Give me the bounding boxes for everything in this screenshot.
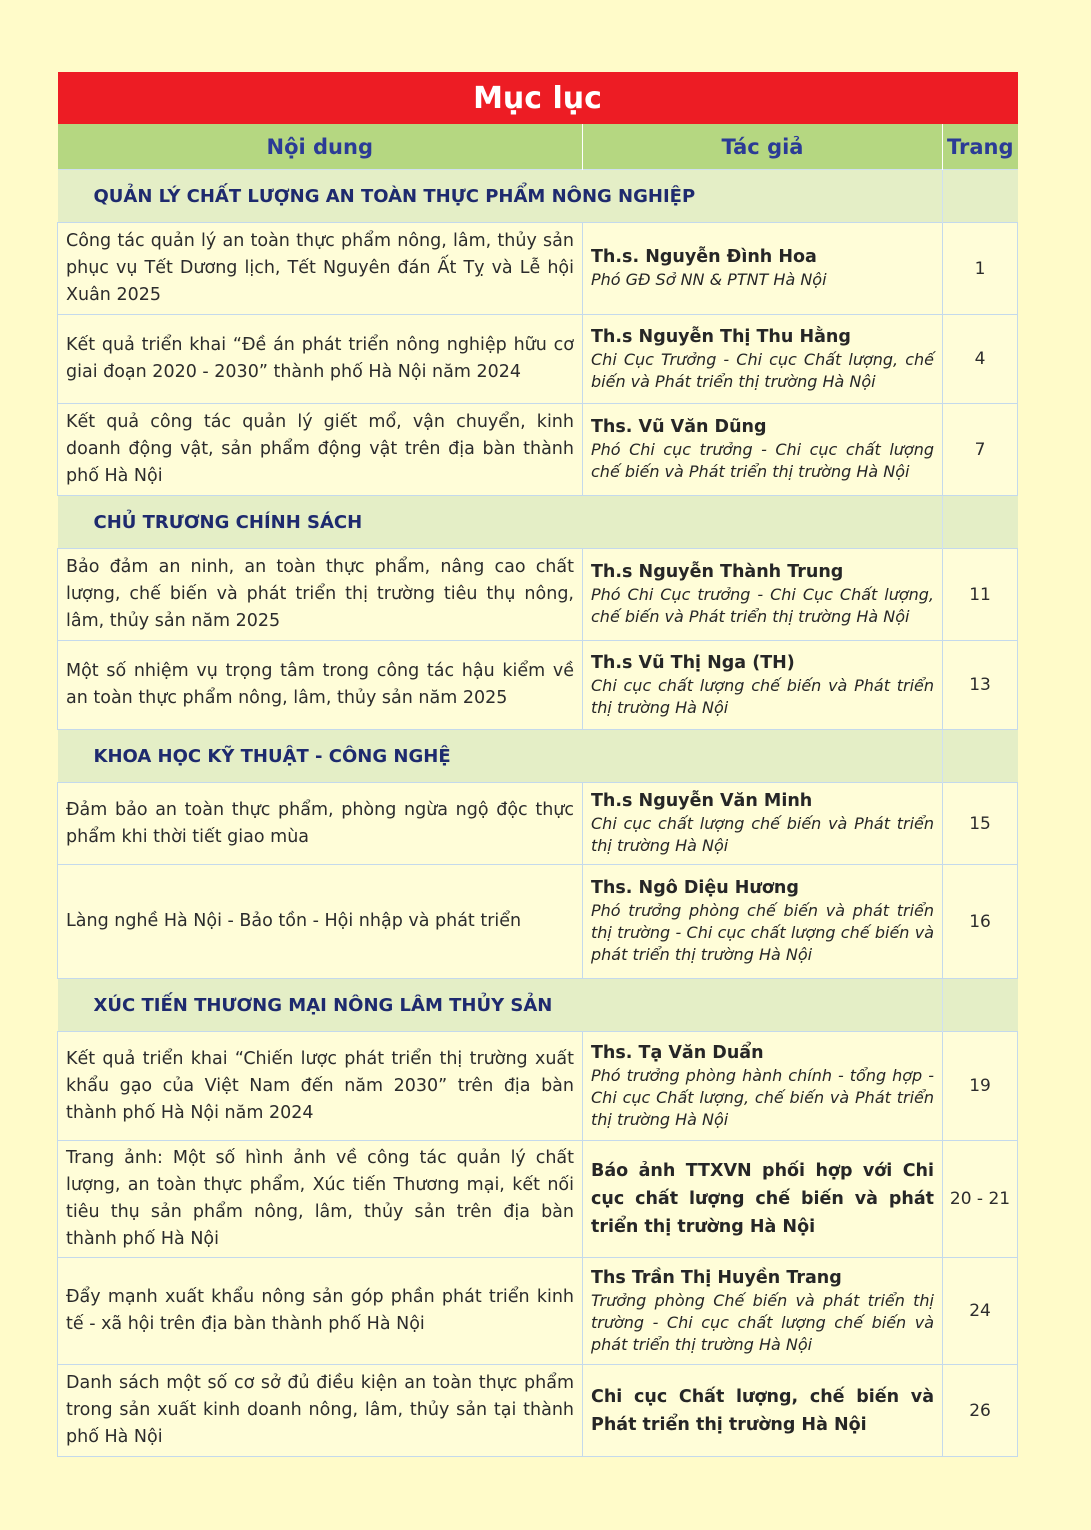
entry-page-number: 19: [943, 1032, 1018, 1141]
entry-title: Công tác quản lý an toàn thực phẩm nông, lâm, thủy sản phục vụ Tết Dương lịch, Tết Nguyên đán Ất Tỵ và Lễ hội Xuân 2025: [58, 223, 583, 315]
entry-page-number: 7: [943, 404, 1018, 496]
author-role: Phó GĐ Sở NN & PTNT Hà Nội: [591, 270, 827, 289]
author-role: Chi cục chất lượng chế biến và Phát triển thị trường Hà Nội: [591, 675, 934, 717]
toc-entry-row[interactable]: [58, 1032, 1018, 1141]
entry-author-cell: [583, 865, 943, 979]
entry-page-number: 20 - 21: [943, 1141, 1018, 1258]
column-header-page: Trang: [943, 124, 1018, 170]
author-name: Ths. Tạ Văn Duẩn: [591, 1042, 764, 1063]
entry-author-cell: [583, 783, 943, 865]
section-page-blank: [943, 979, 1018, 1032]
entry-author-cell: [583, 1032, 943, 1141]
table-of-contents: [57, 72, 1018, 1457]
entry-author-cell: [583, 549, 943, 641]
entry-title: Kết quả triển khai “Đề án phát triển nông nghiệp hữu cơ giai đoạn 2020 - 2030” thành phố Hà Nội năm 2024: [58, 315, 583, 404]
author-name: Th.s Nguyễn Thành Trung: [591, 562, 844, 582]
entry-page-number: 13: [943, 641, 1018, 730]
entry-author-cell: [583, 641, 943, 730]
entry-page-number: 4: [943, 315, 1018, 404]
author-role: Trưởng phòng Chế biến và phát triển thị trường - Chi cục chất lượng chế biến và phát triển thị trường Hà Nội: [591, 1290, 934, 1354]
entry-page-number: 11: [943, 549, 1018, 641]
section-page-blank: [943, 730, 1018, 783]
toc-entry-row[interactable]: [58, 223, 1018, 315]
toc-entry-row[interactable]: [58, 783, 1018, 865]
toc-entry-row[interactable]: [58, 404, 1018, 496]
entry-page-number: 26: [943, 1365, 1018, 1457]
author-role: Phó trưởng phòng hành chính - tổng hợp - Chi cục Chất lượng, chế biến và Phát triển thị trường Hà Nội: [591, 1065, 934, 1129]
author-name: Báo ảnh TTXVN phối hợp với Chi cục chất lượng chế biến và phát triển thị trường Hà Nội: [591, 1161, 934, 1237]
entry-title: Kết quả công tác quản lý giết mổ, vận chuyển, kinh doanh động vật, sản phẩm động vật trên địa bàn thành phố Hà Nội: [58, 404, 583, 496]
author-role: Chi Cục Trưởng - Chi cục Chất lượng, chế biến và Phát triển thị trường Hà Nội: [591, 349, 934, 391]
author-role: Phó Chi cục trưởng - Chi cục chất lượng chế biến và Phát triển thị trường Hà Nội: [591, 440, 934, 481]
author-name: Th.s Vũ Thị Nga (TH): [591, 652, 795, 673]
author-name: Ths. Ngô Diệu Hương: [591, 878, 799, 898]
author-name: Ths. Vũ Văn Dũng: [591, 417, 767, 437]
author-name: Th.s Nguyễn Thị Thu Hằng: [591, 326, 851, 347]
toc-entry-row[interactable]: [58, 549, 1018, 641]
author-name: Th.s Nguyễn Văn Minh: [591, 791, 813, 811]
toc-entry-row[interactable]: [58, 315, 1018, 404]
section-page-blank: [943, 496, 1018, 549]
author-role: Phó Chi Cục trưởng - Chi Cục Chất lượng, chế biến và Phát triển thị trường Hà Nội: [591, 585, 934, 626]
entry-page-number: 24: [943, 1258, 1018, 1365]
column-header-content: Nội dung: [58, 124, 583, 170]
entry-title: Bảo đảm an ninh, an toàn thực phẩm, nâng cao chất lượng, chế biến và phát triển thị trường tiêu thụ nông, lâm, thủy sản năm 2025: [58, 549, 583, 641]
section-row: [58, 730, 1018, 783]
section-row: [58, 170, 1018, 223]
entry-title: Trang ảnh: Một số hình ảnh về công tác quản lý chất lượng, an toàn thực phẩm, Xúc tiến Thương mại, kết nối tiêu thụ sản phẩm nông, lâm, thủy sản trên địa bàn thành phố Hà Nội: [58, 1141, 583, 1258]
toc-body: [58, 170, 1018, 1457]
author-name: Ths Trần Thị Huyền Trang: [591, 1267, 842, 1288]
entry-title: Danh sách một số cơ sở đủ điều kiện an toàn thực phẩm trong sản xuất kinh doanh nông, lâm, thủy sản tại thành phố Hà Nội: [58, 1365, 583, 1457]
entry-title: Làng nghề Hà Nội - Bảo tồn - Hội nhập và phát triển: [58, 865, 583, 979]
toc-entry-row[interactable]: [58, 865, 1018, 979]
entry-author-cell: [583, 1258, 943, 1365]
entry-author-cell: [583, 223, 943, 315]
entry-author-cell: [583, 1141, 943, 1258]
section-heading: QUẢN LÝ CHẤT LƯỢNG AN TOÀN THỰC PHẨM NÔNG NGHIỆP: [58, 170, 943, 223]
entry-page-number: 16: [943, 865, 1018, 979]
section-row: [58, 979, 1018, 1032]
section-heading: KHOA HỌC KỸ THUẬT - CÔNG NGHỆ: [58, 730, 943, 783]
entry-title: Đẩy mạnh xuất khẩu nông sản góp phần phát triển kinh tế - xã hội trên địa bàn thành phố Hà Nội: [58, 1258, 583, 1365]
page-title: Mục lục: [58, 72, 1018, 124]
section-heading: XÚC TIẾN THƯƠNG MẠI NÔNG LÂM THỦY SẢN: [58, 979, 943, 1032]
entry-author-cell: [583, 404, 943, 496]
author-name: Chi cục Chất lượng, chế biến và Phát triển thị trường Hà Nội: [591, 1386, 934, 1435]
entry-author-cell: [583, 315, 943, 404]
toc-entry-row[interactable]: [58, 1141, 1018, 1258]
column-header-author: Tác giả: [583, 124, 943, 170]
author-role: Chi cục chất lượng chế biến và Phát triển thị trường Hà Nội: [591, 814, 934, 855]
entry-title: Đảm bảo an toàn thực phẩm, phòng ngừa ngộ độc thực phẩm khi thời tiết giao mùa: [58, 783, 583, 865]
entry-title: Một số nhiệm vụ trọng tâm trong công tác hậu kiểm về an toàn thực phẩm nông, lâm, thủy sản năm 2025: [58, 641, 583, 730]
section-heading: CHỦ TRƯƠNG CHÍNH SÁCH: [58, 496, 943, 549]
entry-page-number: 15: [943, 783, 1018, 865]
section-page-blank: [943, 170, 1018, 223]
toc-entry-row[interactable]: [58, 1365, 1018, 1457]
toc-entry-row[interactable]: [58, 1258, 1018, 1365]
author-name: Th.s. Nguyễn Đình Hoa: [591, 247, 817, 267]
section-row: [58, 496, 1018, 549]
entry-page-number: 1: [943, 223, 1018, 315]
author-role: Phó trưởng phòng chế biến và phát triển thị trường - Chi cục chất lượng chế biến và phát triển thị trường Hà Nội: [591, 901, 934, 964]
column-header-row: [58, 124, 1018, 170]
entry-title: Kết quả triển khai “Chiến lược phát triển thị trường xuất khẩu gạo của Việt Nam đến năm 2030” trên địa bàn thành phố Hà Nội năm 2024: [58, 1032, 583, 1141]
toc-entry-row[interactable]: [58, 641, 1018, 730]
entry-author-cell: [583, 1365, 943, 1457]
